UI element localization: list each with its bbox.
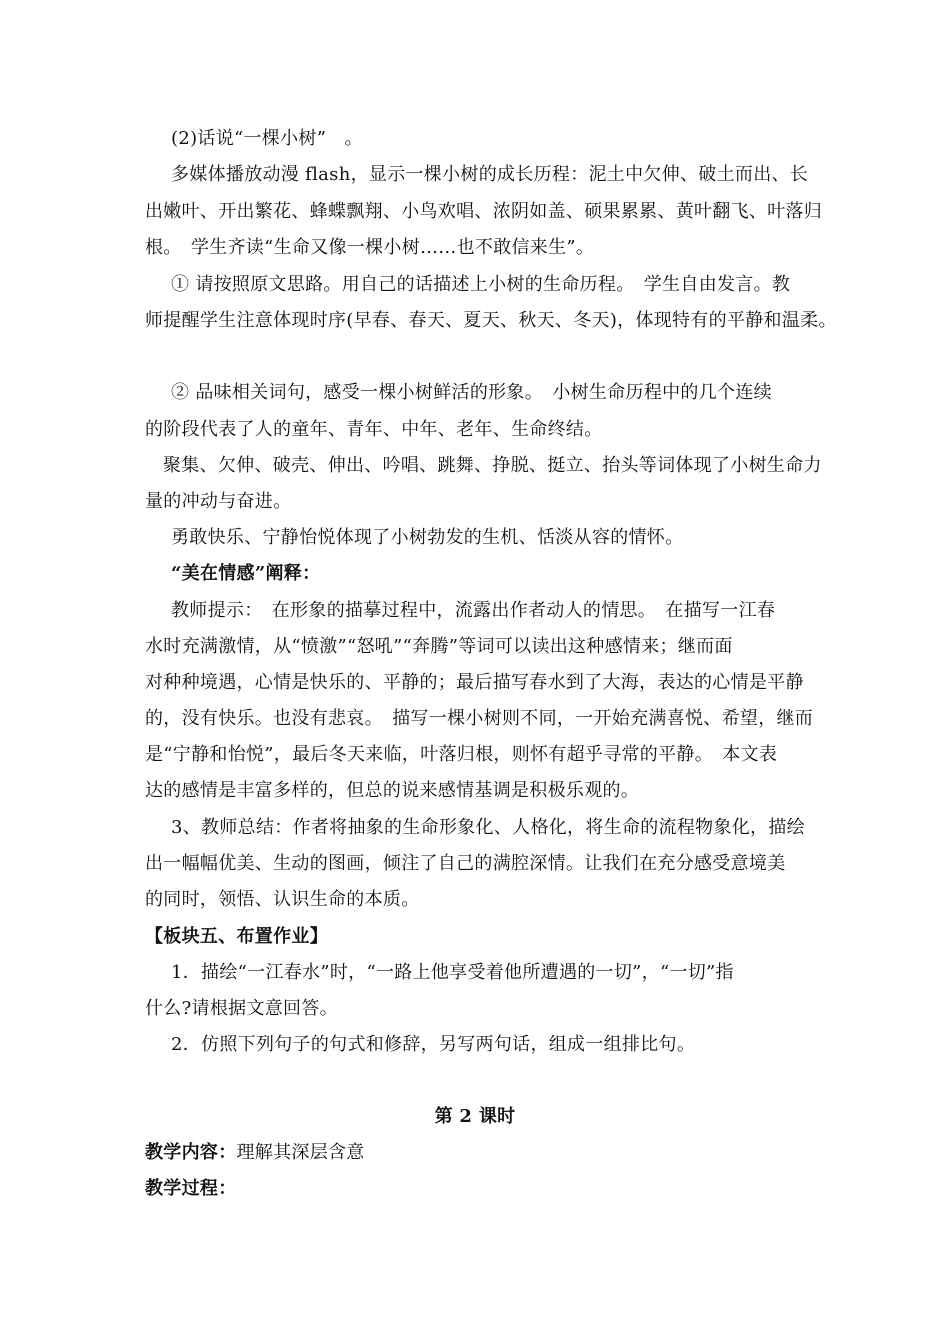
paragraph-line: 勇敢快乐、宁静怡悦体现了小树勃发的生机、恬淡从容的情怀。 [171,527,684,548]
teaching-content-value: 理解其深层含意 [236,1142,365,1163]
paragraph-line: 教师提示： 在形象的描摹过程中，流露出作者动人的情思。 在描写一江春 [171,600,776,621]
homework-item-2: 2．仿照下列句子的句式和修辞，另写两句话，组成一组排比句。 [171,1034,696,1055]
paragraph-line: 达的感情是丰富多样的，但总的说来感情基调是积极乐观的。 [145,780,640,801]
paragraph-line: 是“宁静和怡悦”，最后冬天来临，叶落归根，则怀有超乎寻常的平静。 本文表 [145,744,778,765]
section-heading-homework: 【板块五、布置作业】 [145,926,328,947]
paragraph-line: 根。 学生齐读“生命又像一棵小树……也不敢信来生”。 [145,237,595,258]
teaching-content-row [145,1141,365,1165]
section-heading-small-tree: (2)话说“一棵小树” 。 [171,128,363,149]
paragraph-line: 量的冲动与奋进。 [145,491,292,512]
paragraph-line: 的，没有快乐。也没有悲哀。 描写一棵小树则不同，一开始充满喜悦、希望，继而 [145,708,814,729]
paragraph-line: 对种种境遇，心情是快乐的、平静的；最后描写春水到了大海，表达的心情是平静 [145,672,804,693]
paragraph-line: 出嫩叶、开出繁花、蜂蝶飘翔、小鸟欢唱、浓阴如盖、硕果累累、黄叶翻飞、叶落归 [145,201,823,222]
teaching-content-label: 教学内容： [145,1142,237,1163]
paragraph-line: 聚集、欠伸、破壳、伸出、吟唱、跳舞、挣脱、挺立、抬头等词体现了小树生命力 [163,455,822,476]
paragraph-line: 的同时，领悟、认识生命的本质。 [145,889,420,910]
paragraph-line: ② 品味相关词句，感受一棵小树鲜活的形象。 小树生命历程中的几个连续 [171,382,772,403]
paragraph-line: 3、教师总结：作者将抽象的生命形象化、人格化，将生命的流程物象化，描绘 [171,817,805,838]
paragraph-line: 的阶段代表了人的童年、青年、中年、老年、生命终结。 [145,419,603,440]
paragraph-line: 多媒体播放动漫 flash，显示一棵小树的成长历程：泥土中欠伸、破土而出、长 [171,164,809,185]
lesson-title: 第 2 课时 [434,1106,516,1127]
paragraph-line: 师提醒学生注意体现时序(早春、春天、夏天、秋天、冬天)，体现特有的平静和温柔。 [145,310,837,331]
teaching-process-label: 教学过程： [145,1178,237,1199]
homework-item-1-cont: 什么?请根据文意回答。 [145,998,338,1019]
paragraph-line: 水时充满激情，从“愤激”“怒吼”“奔腾”等词可以读出这种感情来；继而面 [145,636,733,657]
subheading-beauty-in-emotion: “美在情感”阐释： [171,563,321,584]
paragraph-line: 出一幅幅优美、生动的图画，倾注了自己的满腔深情。让我们在充分感受意境美 [145,853,786,874]
homework-item-1: 1．描绘“一江春水”时，“一路上他享受着他所遭遇的一切”，“一切”指 [171,962,734,983]
paragraph-line: ① 请按照原文思路。用自己的话描述上小树的生命历程。 学生自由发言。教 [171,274,791,295]
